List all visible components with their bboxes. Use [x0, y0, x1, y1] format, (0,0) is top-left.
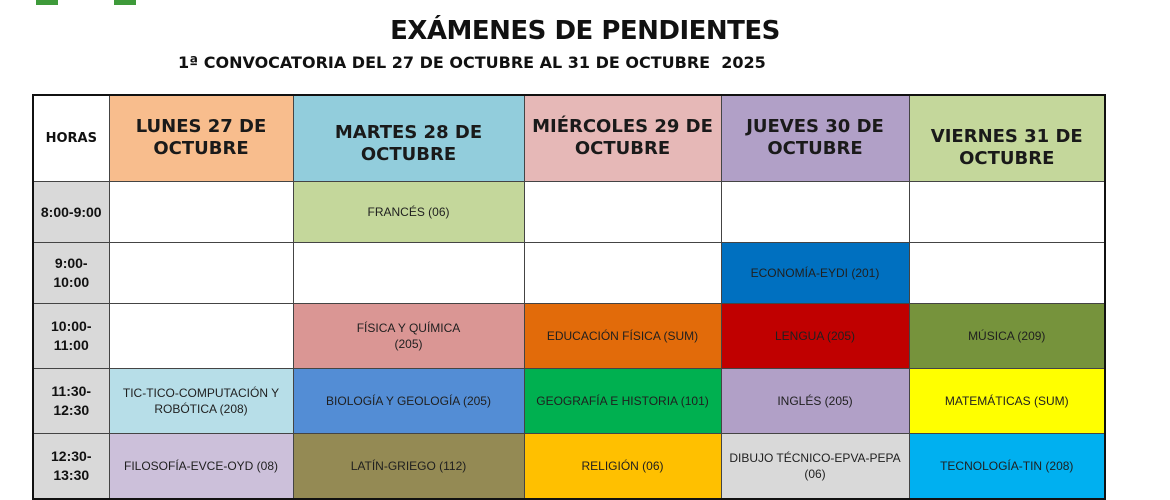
exam-cell	[524, 243, 721, 304]
day-header-miercoles	[524, 95, 721, 182]
exam-cell: MÚSICA (209)	[909, 304, 1105, 369]
exam-cell	[109, 182, 293, 243]
exam-cell: FRANCÉS (06)	[293, 182, 524, 243]
exam-cell: LATÍN-GRIEGO (112)	[293, 434, 524, 500]
schedule-row	[33, 369, 1105, 434]
exam-cell	[909, 243, 1105, 304]
day-header-martes	[293, 95, 524, 182]
page-title: EXÁMENES DE PENDIENTES	[390, 16, 780, 46]
school-logo	[36, 0, 136, 5]
time-slot: 12:30- 13:30	[33, 434, 109, 500]
exam-cell: DIBUJO TÉCNICO-EPVA-PEPA (06)	[721, 434, 909, 500]
time-slot: 11:30- 12:30	[33, 369, 109, 434]
exam-cell: TIC-TICO-COMPUTACIÓN Y ROBÓTICA (208)	[109, 369, 293, 434]
exam-cell	[109, 243, 293, 304]
exam-schedule-table	[32, 94, 1106, 500]
exam-cell	[909, 182, 1105, 243]
exam-cell	[109, 304, 293, 369]
horas-header: HORAS	[33, 95, 109, 182]
schedule-row	[33, 182, 1105, 243]
header-row	[33, 95, 1105, 182]
day-header-line1: JUEVES 30 DE	[746, 116, 884, 137]
exam-cell: RELIGIÓN (06)	[524, 434, 721, 500]
day-header-line2: OCTUBRE	[360, 144, 457, 165]
day-header-line2: OCTUBRE	[767, 138, 863, 159]
day-header-line1: VIERNES 31 DE	[930, 126, 1083, 147]
time-slot: 10:00- 11:00	[33, 304, 109, 369]
schedule-row	[33, 243, 1105, 304]
exam-cell: TECNOLOGÍA-TIN (208)	[909, 434, 1105, 500]
exam-cell: INGLÉS (205)	[721, 369, 909, 434]
exam-cell	[293, 243, 524, 304]
day-header-line1: LUNES 27 DE	[135, 116, 267, 137]
time-slot: 8:00-9:00	[33, 182, 109, 243]
exam-cell	[721, 182, 909, 243]
exam-cell: ECONOMÍA-EYDI (201)	[721, 243, 909, 304]
exam-cell: BIOLOGÍA Y GEOLOGÍA (205)	[293, 369, 524, 434]
day-header-line2: OCTUBRE	[959, 148, 1055, 169]
schedule-row	[33, 304, 1105, 369]
day-header-line1: MARTES 28 DE	[334, 122, 483, 143]
day-header-line1: MIÉRCOLES 29 DE	[532, 116, 713, 137]
day-header-line2: OCTUBRE	[574, 138, 671, 159]
page-subtitle: 1ª CONVOCATORIA DEL 27 DE OCTUBRE AL 31 DE OCTUBRE 2025	[178, 53, 766, 72]
day-header-lunes	[109, 95, 293, 182]
time-slot: 9:00- 10:00	[33, 243, 109, 304]
exam-cell: MATEMÁTICAS (SUM)	[909, 369, 1105, 434]
exam-cell: EDUCACIÓN FÍSICA (SUM)	[524, 304, 721, 369]
day-header-jueves	[721, 95, 909, 182]
day-header-viernes	[909, 95, 1105, 182]
exam-cell: FILOSOFÍA-EVCE-OYD (08)	[109, 434, 293, 500]
exam-cell: LENGUA (205)	[721, 304, 909, 369]
day-header-line2: OCTUBRE	[153, 138, 249, 159]
exam-cell	[524, 182, 721, 243]
exam-cell: GEOGRAFÍA E HISTORIA (101)	[524, 369, 721, 434]
exam-cell: FÍSICA Y QUÍMICA (205)	[293, 304, 524, 369]
schedule-row	[33, 434, 1105, 500]
